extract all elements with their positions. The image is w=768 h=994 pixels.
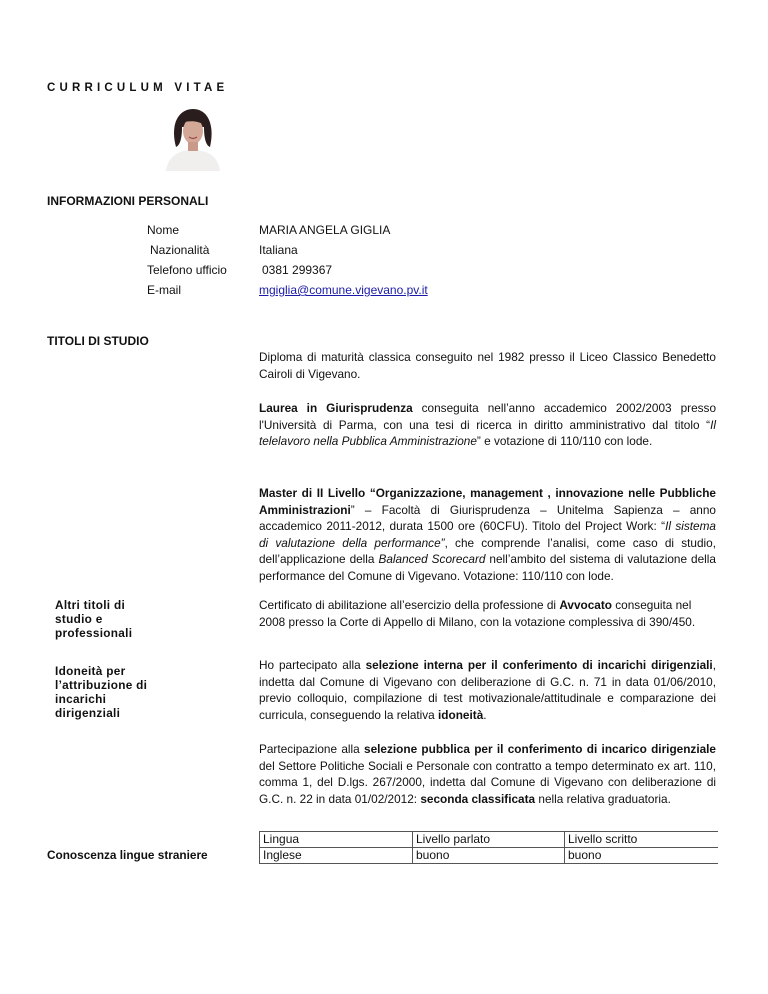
eligibility-p2 bbox=[259, 741, 716, 807]
name-value: MARIA ANGELA GIGLIA bbox=[259, 223, 391, 237]
elig-p1-part3: . bbox=[483, 707, 487, 722]
nationality-label: Nazionalità bbox=[150, 243, 210, 257]
header-scritto: Livello scritto bbox=[565, 832, 719, 848]
eligibility-label: Idoneità per l’attribuzione di incarichi dirigenziali bbox=[55, 664, 148, 720]
cell-written-level: buono bbox=[565, 848, 719, 864]
master-part3: nell’ambito del sistema di valutazione della performance del Comune di Vigevano. Votazione: 110/110 con lode. bbox=[259, 552, 716, 583]
eligibility-p1 bbox=[259, 657, 716, 723]
other-titles-label: Altri titoli di studio e professionali bbox=[55, 598, 133, 640]
languages-header-row bbox=[260, 832, 719, 848]
elig-p1-part2: , indetta dal Comune di Vigevano con deliberazione di G.C. n. 71 in data 01/06/2010, previo colloquio, compilazione di test motivazionale/attitudinale e comparazione dei curricula, conseguendo la relativa bbox=[259, 658, 716, 722]
languages-label: Conoscenza lingue straniere bbox=[47, 848, 208, 862]
laurea-text bbox=[259, 400, 716, 450]
other-titles-text bbox=[259, 597, 716, 630]
cell-language: Inglese bbox=[260, 848, 413, 864]
avvocato-bold: Avvocato bbox=[559, 598, 612, 612]
thesis-title: Il telelavoro nella Pubblica Amministrazione bbox=[259, 417, 716, 448]
master-text bbox=[259, 485, 716, 584]
project-title: Il sistema di valutazione della performance” bbox=[259, 519, 716, 550]
languages-table bbox=[259, 831, 718, 864]
master-bold: Master di II Livello “Organizzazione, management , innovazione nelle Pubbliche Amministrazioni bbox=[259, 486, 716, 517]
email-label: E-mail bbox=[147, 283, 182, 297]
elig-p1-bold1: selezione interna per il conferimento di incarichi dirigenziali bbox=[365, 658, 713, 672]
laurea-part2: ” e votazione di 110/110 con lode. bbox=[476, 434, 653, 448]
laurea-bold: Laurea in Giurisprudenza bbox=[259, 401, 413, 415]
elig-p2-part1: Partecipazione alla bbox=[259, 742, 365, 756]
elig-p2-part3: nella relativa graduatoria. bbox=[535, 791, 671, 806]
other-titles-part2: conseguita nel 2008 presso la Corte di Appello di Milano, con la votazione complessiva di 390/450. bbox=[259, 598, 696, 629]
balanced-scorecard: Balanced Scorecard bbox=[378, 552, 486, 566]
master-part1: ” – Facoltà di Giurisprudenza – Unitelma Sapienza – anno accademico 2011-2012, durata 1500 ore (60CFU). Titolo del Project Work: “ bbox=[259, 502, 716, 533]
personal-info-heading: INFORMAZIONI PERSONALI bbox=[47, 194, 209, 208]
name-label: Nome bbox=[147, 223, 180, 237]
cell-spoken-level: buono bbox=[413, 848, 565, 864]
elig-p2-part2: del Settore Politiche Sociali e Personale con contratto a tempo determinato ex art. 110, comma 1, del D.lgs. 267/2000, indetta dal Comune di Vigevano con deliberazione di G.C. n. 22 in data 01/02/2012: bbox=[259, 758, 716, 806]
profile-photo bbox=[160, 105, 226, 171]
elig-p2-bold1: selezione pubblica per il conferimento di incarico dirigenziale bbox=[364, 742, 716, 756]
diploma-text: Diploma di maturità classica conseguito nel 1982 presso il Liceo Classico Benedetto Cairoli di Vigevano. bbox=[259, 350, 716, 381]
elig-p2-bold2: seconda classificata bbox=[420, 791, 536, 806]
phone-label: Telefono ufficio bbox=[147, 263, 227, 277]
other-titles-part1: Certificato di abilitazione all’esercizio della professione di bbox=[259, 598, 560, 612]
laurea-part1: conseguita nell’anno accademico 2002/2003 presso l'Università di Parma, con una tesi di ricerca in diritto amministrativo dal titolo “ bbox=[259, 401, 717, 432]
phone-value: 0381 299367 bbox=[262, 263, 333, 277]
email-link[interactable]: mgiglia@comune.vigevano.pv.it bbox=[259, 283, 428, 297]
table-row bbox=[260, 848, 719, 864]
nationality-value: Italiana bbox=[259, 243, 298, 257]
header-parlato: Livello parlato bbox=[413, 832, 565, 848]
cv-title: CURRICULUM VITAE bbox=[47, 82, 229, 94]
master-part2: , che comprende l’analisi, come caso di studio, dell’applicazione della bbox=[259, 535, 716, 566]
elig-p1-bold2: idoneità bbox=[438, 707, 484, 722]
elig-p1-part1: Ho partecipato alla bbox=[259, 658, 366, 672]
studies-heading: TITOLI DI STUDIO bbox=[47, 334, 149, 348]
header-lingua: Lingua bbox=[260, 832, 413, 848]
